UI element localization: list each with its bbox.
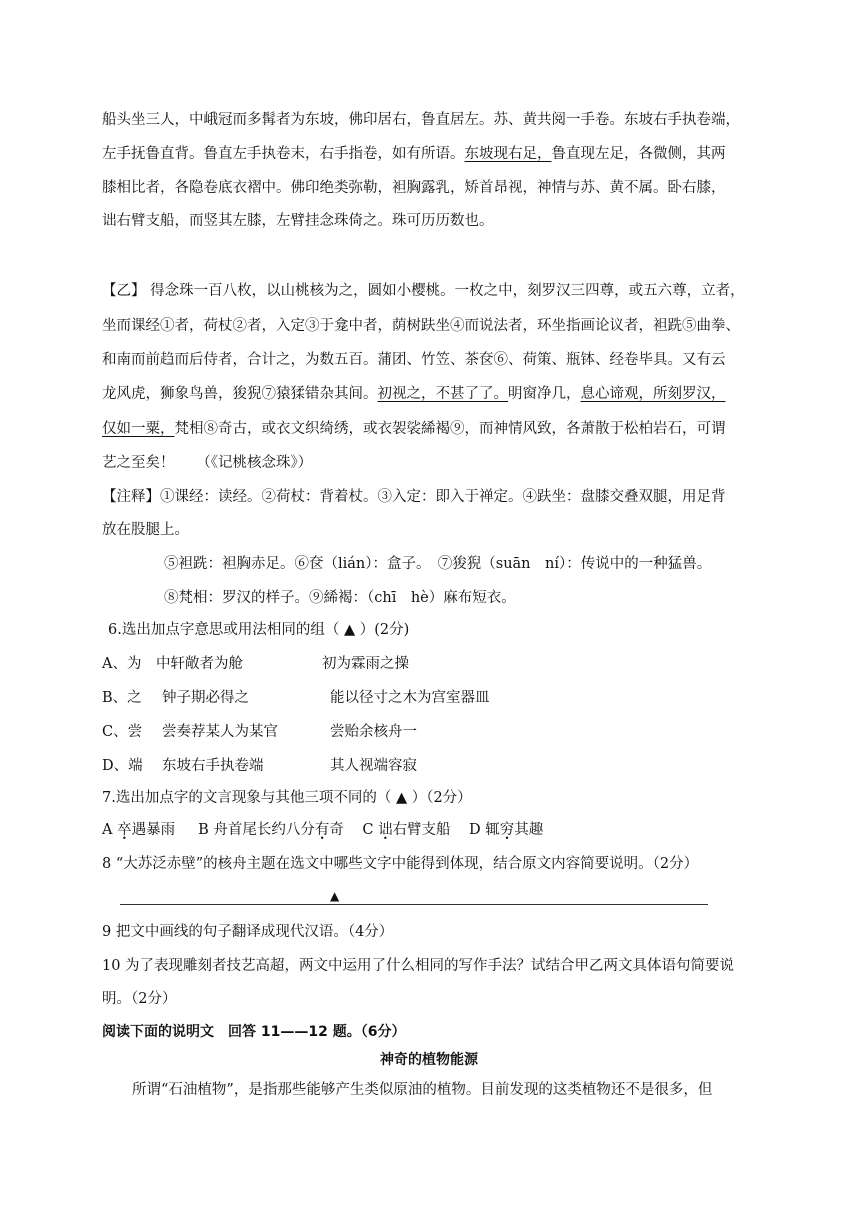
q8-answer-marker: ▲ [330, 889, 340, 903]
q6-option-label: D、端 [102, 758, 143, 774]
yi-line-5 [102, 419, 726, 439]
q7-option-d: D 辄穷其趣 [469, 822, 544, 838]
emphasis-dot-char: 有 [314, 822, 330, 838]
jia-line-3: 膝相比者，各隐卷底衣褶中。佛印绝类弥勒，袒胸露乳，矫首昂视，神情与苏、黄不属。卧右膝， [102, 180, 726, 196]
q6-option-b [102, 688, 490, 708]
q10-line-2: 明。（2分） [102, 991, 177, 1007]
q9-stem: 9 把文中画线的句子翻译成现代汉语。（4分） [102, 924, 394, 940]
q6-option-right: 初为霖雨之操 [322, 656, 409, 672]
q7-options [102, 820, 543, 840]
q6-option-label: A、为 [102, 656, 142, 672]
emphasis-dot-char: 穷 [499, 822, 515, 838]
answer-line [120, 904, 708, 905]
notes-line-2: 放在股腿上。 [102, 522, 189, 538]
notes-line-1: 【注释】①课经：读经。②荷杖：背着杖。③入定：即入于禅定。④趺坐：盘膝交叠双腿，用足背 [102, 489, 726, 505]
emphasis-dot-char: 诎 [378, 822, 393, 838]
jia-line-2 [102, 144, 726, 164]
q6-option-label: B、之 [102, 690, 142, 706]
jia-line-4: 诎右臂支船，而竖其左膝，左臂挂念珠倚之。珠可历历数也。 [102, 213, 494, 229]
yi-line-4c: 明窗净几， [508, 386, 581, 402]
notes-line-3: ⑤袒跣：袒胸赤足。⑥奁（lián）：盒子。 ⑦狻猊（suān ní）：传说中的一种猛兽。 [164, 556, 712, 572]
jia-line-1: 船头坐三人，中峨冠而多髯者为东坡，佛印居右，鲁直居左。苏、黄共阅一手卷。东坡右手执卷端， [102, 112, 740, 128]
q7-option-b: B 舟首尾长约八分有奇 [198, 822, 344, 838]
q6-option-left: 东坡右手执卷端 [162, 758, 264, 774]
reading-paragraph-1: 所谓“石油植物”，是指那些能够产生类似原油的植物。目前发现的这类植物还不是很多，但 [132, 1082, 713, 1098]
q6-option-right: 其人视端容寂 [330, 758, 417, 774]
yi-line-4d: 息心谛观，所刻罗汉， [580, 386, 726, 402]
yi-line-6: 艺之至矣！ （《记桃核念珠》） [102, 455, 313, 471]
q7-stem: 7.选出加点字的文言现象与其他三项不同的（ ▲ ）（2分） [102, 790, 472, 806]
q6-option-left: 钟子期必得之 [162, 690, 249, 706]
q6-option-right: 能以径寸之木为宫室器皿 [330, 690, 490, 706]
yi-line-2: 坐而课经①者，荷杖②者，入定③于龛中者，荫树趺坐④而说法者，环坐指画论议者，袒跣⑤曲拳、 [102, 318, 740, 334]
jia-line-2c: 鲁直现左足，各微侧，其两 [551, 146, 726, 162]
yi-line-1: 【乙】 得念珠一百八枚，以山桃核为之，圆如小樱桃。一枚之中，刻罗汉三四尊，或五六尊，立者， [102, 283, 745, 299]
q6-option-right: 尝贻余核舟一 [330, 724, 417, 740]
yi-line-4a: 龙风虎，狮象鸟兽，狻猊⑦猿猱错杂其间。 [102, 386, 378, 402]
q6-option-left: 尝奏荐某人为某官 [162, 724, 278, 740]
emphasis-dot-char: 卒 [117, 822, 132, 838]
reading-title: 神奇的植物能源 [380, 1052, 478, 1068]
q6-option-a [102, 654, 409, 674]
q7-option-c: C 诎右臂支船 [362, 822, 451, 838]
yi-line-5b: 梵相⑧奇古，或衣文织绮绣，或衣袈裟絺褐⑨，而神情风致，各萧散于松柏岩石，可谓 [174, 421, 726, 437]
yi-line-4 [102, 384, 726, 404]
q6-option-left: 中轩敞者为舱 [156, 656, 243, 672]
jia-line-2a: 左手抚鲁直背。鲁直左手执卷末，右手指卷，如有所语。 [102, 146, 465, 162]
jia-line-2b: 东坡现右足， [464, 146, 552, 162]
yi-line-4b: 初视之，不甚了了。 [377, 386, 508, 402]
yi-line-5a: 仅如一粟， [102, 421, 175, 437]
q6-option-label: C、尝 [102, 724, 143, 740]
q8-stem: 8 “大苏泛赤壁”的核舟主题在选文中哪些文字中能得到体现，结合原文内容简要说明。（2分） [102, 856, 699, 872]
q10-line-1: 10 为了表现雕刻者技艺高超，两文中运用了什么相同的写作手法？试结合甲乙两文具体语句简要说 [102, 958, 735, 974]
q6-stem: 6.选出加点字意思或用法相同的组（ ▲ ）(2分) [108, 622, 410, 638]
yi-line-3: 和南而前趋而后侍者，合计之，为数五百。蒲团、竹笠、茶奁⑥、荷策、瓶钵、经卷毕具。又有云 [102, 352, 726, 368]
reading-instruction: 阅读下面的说明文 回答 11——12 题。（6分） [102, 1024, 406, 1040]
notes-line-4: ⑧梵相：罗汉的样子。⑨絺褐：（chī hè）麻布短衣。 [164, 590, 516, 606]
q6-option-c [102, 722, 417, 742]
q7-option-a: A 卒遇暴雨 [102, 822, 176, 838]
q6-option-d [102, 756, 417, 776]
